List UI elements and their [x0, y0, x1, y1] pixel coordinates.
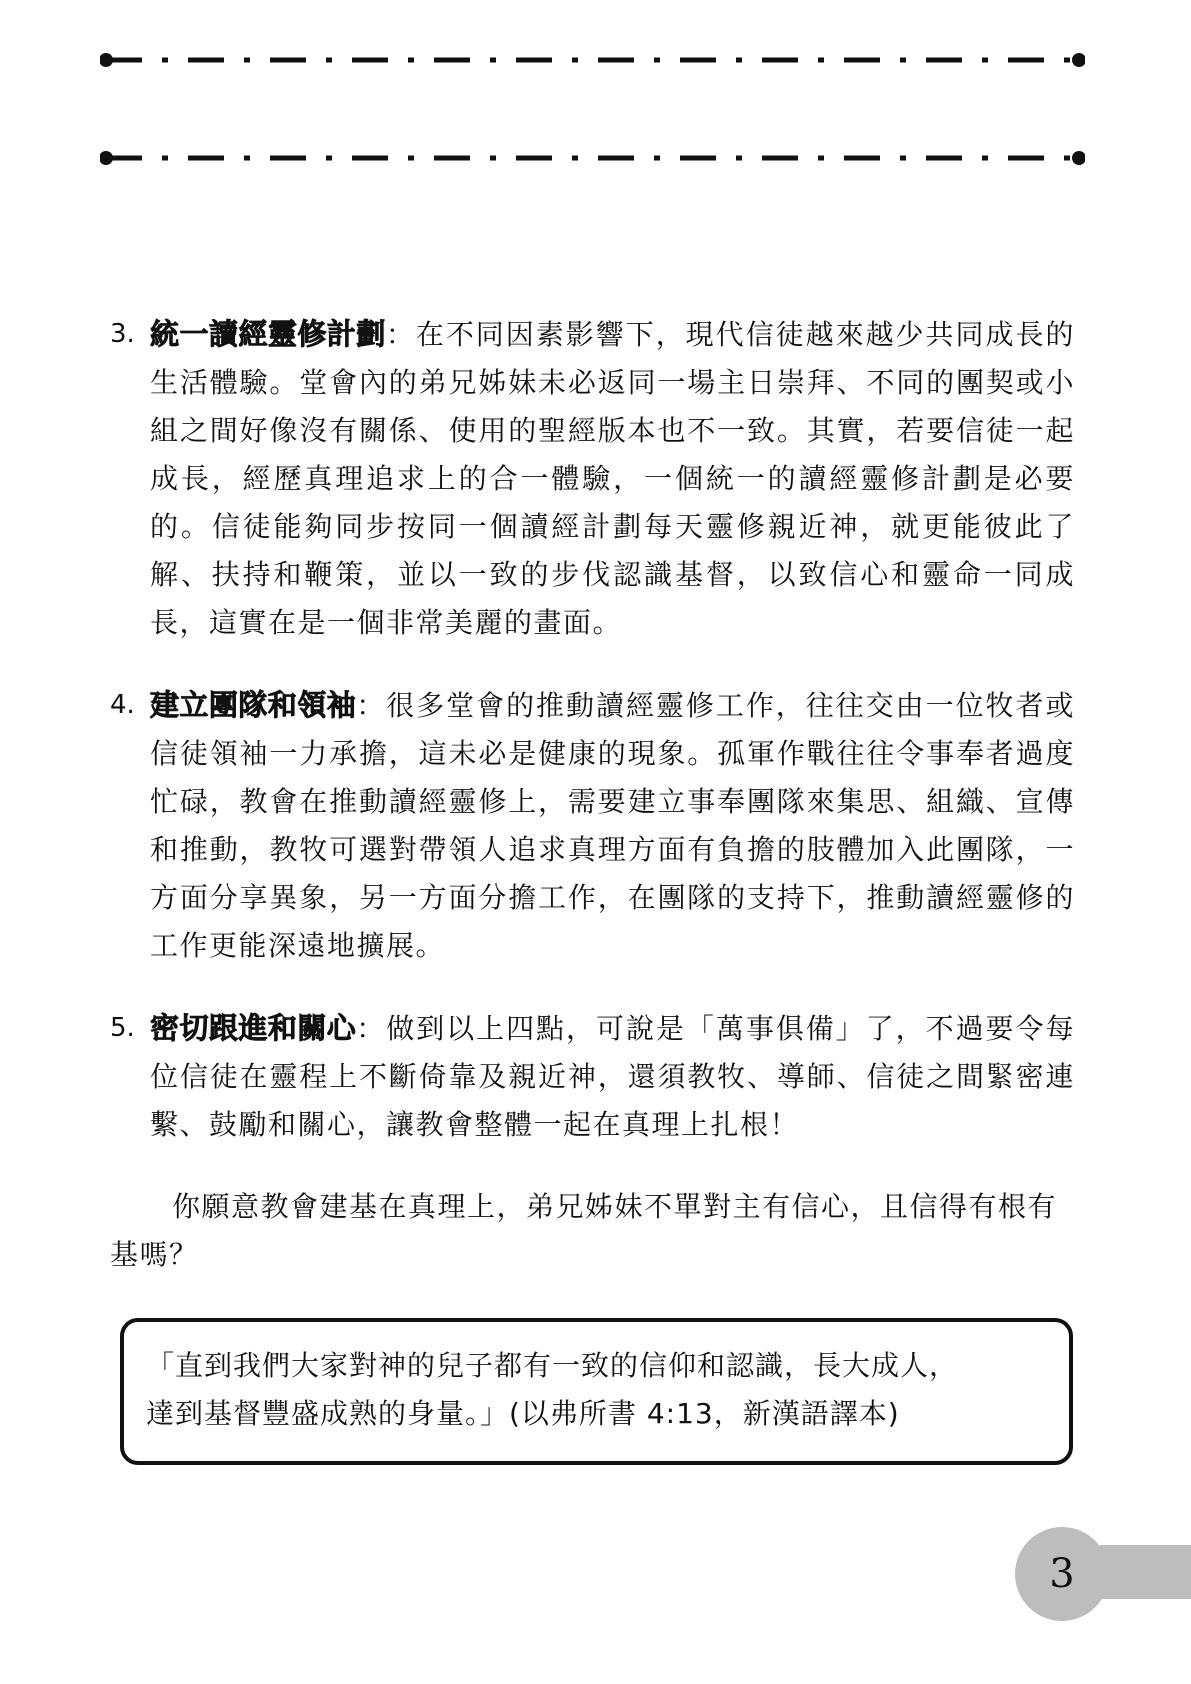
page-tab	[1100, 1545, 1191, 1599]
item-number: 3.	[110, 319, 135, 349]
dashed-divider-second	[100, 147, 1085, 169]
list-item	[110, 310, 1075, 647]
item-number: 5.	[110, 1013, 135, 1043]
page-number-badge	[1015, 1527, 1109, 1621]
item-heading: 建立團隊和領袖	[150, 688, 357, 722]
quote-line: 達到基督豐盛成熟的身量。」(以弗所書 4:13，新漢語譯本)	[146, 1397, 900, 1430]
list-item	[110, 1004, 1075, 1149]
item-text: ：很多堂會的推動讀經靈修工作，往往交由一位牧者或信徒領袖一力承擔，這未必是健康的現象。孤軍作戰往往令事奉者過度忙碌，教會在推動讀經靈修上，需要建立事奉團隊來集思、組織、宣傳和推動，教牧可選對帶領人追求真理方面有負擔的肢體加入此團隊，一方面分享異象，另一方面分擔工作，在團隊的支持下，推動讀經靈修的工作更能深遠地擴展。	[150, 689, 1075, 962]
dashed-divider-top	[100, 49, 1085, 71]
item-text: ：做到以上四點，可說是「萬事俱備」了，不過要令每位信徒在靈程上不斷倚靠及親近神，還須教牧、導師、信徒之間緊密連繫、鼓勵和關心，讓教會整體一起在真理上扎根！	[150, 1012, 1075, 1141]
main-content	[110, 310, 1075, 1307]
item-heading: 密切跟進和關心	[150, 1011, 357, 1045]
scripture-quote-box	[120, 1318, 1073, 1465]
item-number: 4.	[110, 690, 135, 720]
list-item	[110, 681, 1075, 970]
quote-line: 「直到我們大家對神的兒子都有一致的信仰和認識，長大成人，	[146, 1349, 959, 1382]
closing-paragraph: 你願意教會建基在真理上，弟兄姊妹不單對主有信心，且信得有根有基嗎？	[110, 1190, 1058, 1271]
item-heading: 統一讀經靈修計劃	[150, 317, 386, 351]
item-text: ：在不同因素影響下，現代信徒越來越少共同成長的生活體驗。堂會內的弟兄姊妹未必返同一場主日崇拜、不同的團契或小組之間好像沒有關係、使用的聖經版本也不一致。其實，若要信徒一起成長，經歷真理追求上的合一體驗，一個統一的讀經靈修計劃是必要的。信徒能夠同步按同一個讀經計劃每天靈修親近神，就更能彼此了解、扶持和鞭策，並以一致的步伐認識基督，以致信心和靈命一同成長，這實在是一個非常美麗的畫面。	[150, 318, 1075, 639]
page-number: 3	[1049, 1551, 1075, 1597]
